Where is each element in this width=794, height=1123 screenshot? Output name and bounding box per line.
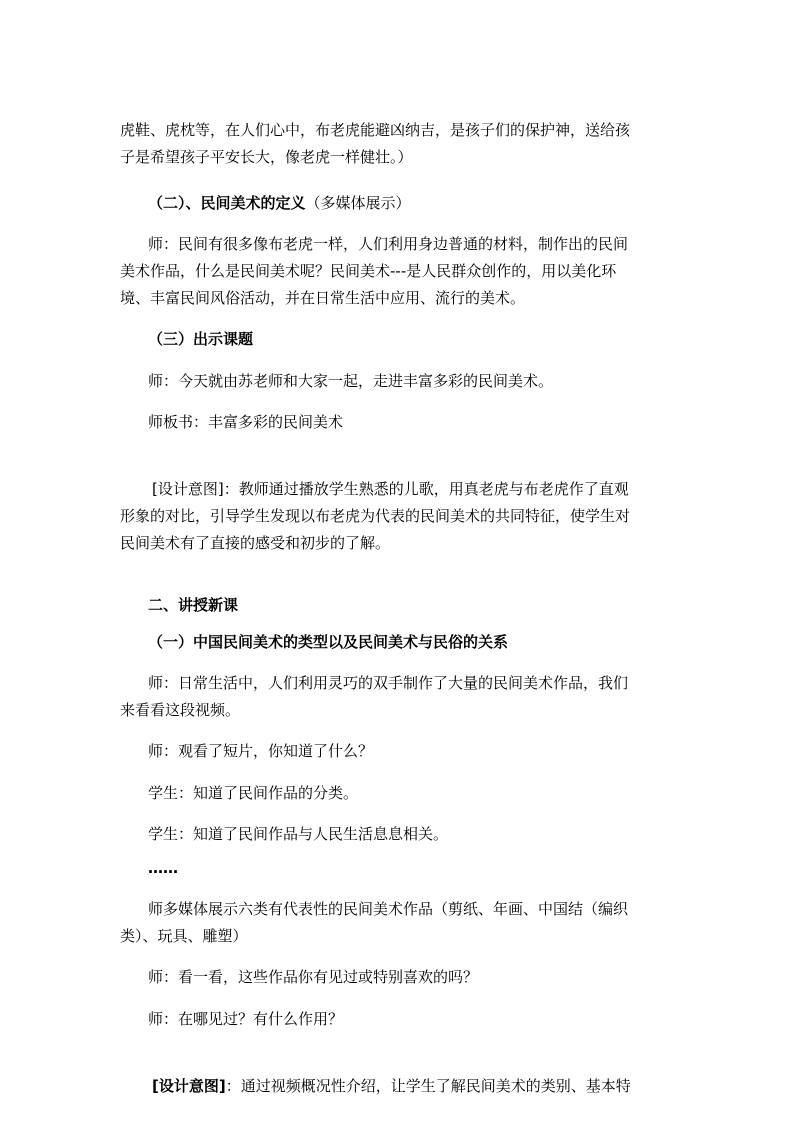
paragraph-line: 师：观看了短片，你知道了什么？ — [148, 742, 374, 760]
paragraph-line: 师：日常生活中，人们利用灵巧的双手制作了大量的民间美术作品，我们 — [148, 674, 629, 692]
ellipsis-line: …… — [148, 859, 178, 877]
section-note: （多媒体展示） — [305, 194, 411, 212]
paragraph-line: 美术作品，什么是民间美术呢？民间美术---是人民群众创作的，用以美化环 — [120, 262, 617, 280]
design-intent-label: [设计意图] — [152, 1077, 226, 1095]
paragraph-line: 子是希望孩子平安长大，像老虎一样健壮。） — [120, 148, 413, 166]
paragraph-line: 境、丰富民间风俗活动，并在日常生活中应用、流行的美术。 — [120, 289, 526, 307]
paragraph-line: 师板书：丰富多彩的民间美术 — [148, 413, 344, 431]
chapter-heading: 二、讲授新课 — [148, 596, 239, 614]
paragraph-line: 师：民间有很多像布老虎一样，人们利用身边普通的材料，制作出的民间 — [148, 235, 629, 253]
paragraph-line: 师多媒体展示六类有代表性的民间美术作品（剪纸、年画、中国结（编织 — [148, 900, 629, 918]
design-intent-line — [152, 1075, 631, 1097]
paragraph-line: 虎鞋、虎枕等，在人们心中，布老虎能避凶纳吉，是孩子们的保护神，送给孩 — [120, 121, 631, 139]
section-heading: （二）、民间美术的定义 — [148, 194, 306, 212]
section-heading-line — [148, 192, 411, 214]
section-heading: （三）出示课题 — [148, 330, 254, 348]
design-intent-text: ：通过视频概况性介绍，让学生了解民间美术的类别、基本特 — [225, 1077, 631, 1095]
paragraph-line: 形象的对比，引导学生发现以布老虎为代表的民间美术的共同特征，使学生对 — [120, 507, 631, 525]
paragraph-line: 类）、玩具、雕塑） — [120, 927, 248, 945]
section-heading: （一）中国民间美术的类型以及民间美术与民俗的关系 — [148, 633, 509, 651]
paragraph-line: 民间美术有了直接的感受和初步的了解。 — [120, 534, 391, 552]
paragraph-line: 来看看这段视频。 — [120, 701, 241, 719]
paragraph-line: 师：看一看，这些作品你有见过或特别喜欢的吗？ — [148, 968, 479, 986]
design-intent-line: [设计意图]：教师通过播放学生熟悉的儿歌，用真老虎与布老虎作了直观 — [152, 480, 629, 498]
paragraph-line: 学生：知道了民间作品与人民生活息息相关。 — [148, 825, 449, 843]
paragraph-line: 师：在哪见过？有什么作用？ — [148, 1010, 344, 1028]
paragraph-line: 学生：知道了民间作品的分类。 — [148, 784, 359, 802]
paragraph-line: 师：今天就由苏老师和大家一起，走进丰富多彩的民间美术。 — [148, 372, 554, 390]
